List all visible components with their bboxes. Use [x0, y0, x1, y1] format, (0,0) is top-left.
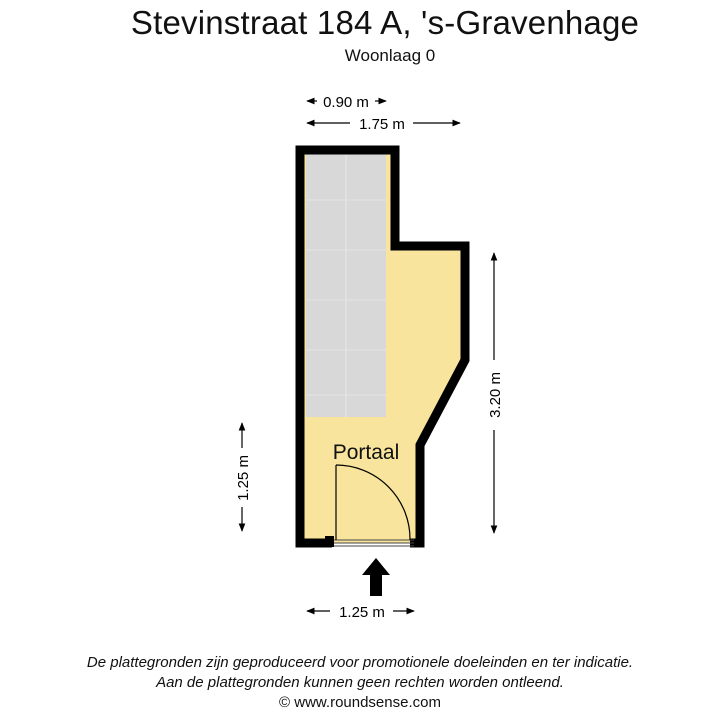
dimension-top-outer [307, 116, 460, 133]
staircase [306, 152, 386, 417]
entrance-arrow-icon [362, 558, 390, 596]
disclaimer-line-1: De plattegronden zijn geproduceerd voor promotionele doeleinden en ter indicatie. [86, 654, 634, 671]
floor-level-subtitle: Woonlaag 0 [344, 46, 436, 65]
dimension-top-inner-label: 0.90 m [323, 94, 369, 111]
dimension-top-inner [307, 94, 386, 111]
disclaimer [0, 653, 720, 713]
dimension-bottom-width [307, 604, 414, 621]
dimension-left-height [235, 423, 252, 531]
dimension-top-outer-label: 1.75 m [359, 116, 405, 133]
dimension-right-height-label: 3.20 m [487, 372, 504, 418]
dimension-left-height-label: 1.25 m [235, 455, 252, 501]
wall-corner-left [325, 536, 334, 547]
disclaimer-line-2: Aan de plattegronden kunnen geen rechten worden ontleend. [156, 674, 564, 691]
copyright-notice: © www.roundsense.com [279, 694, 441, 711]
dimension-bottom-width-label: 1.25 m [339, 604, 385, 621]
dimension-right-height [487, 253, 504, 533]
page-title: Stevinstraat 184 A, 's-Gravenhage [130, 4, 640, 41]
room-label: Portaal [332, 441, 400, 464]
